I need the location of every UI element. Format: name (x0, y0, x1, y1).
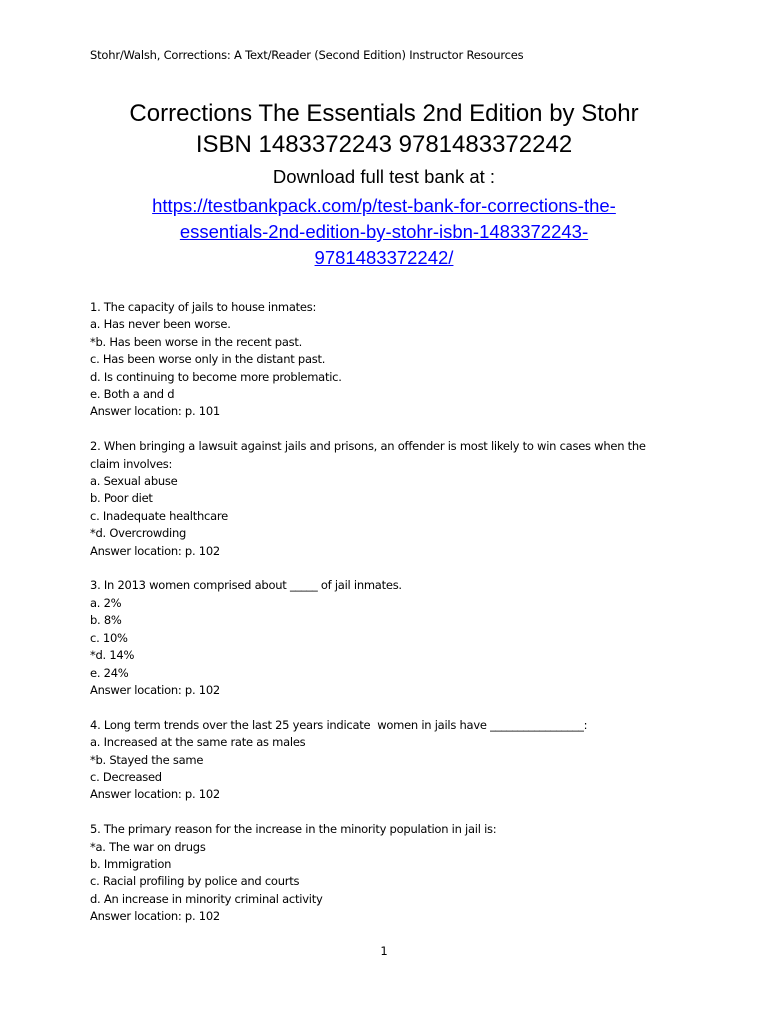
question-4 (90, 717, 690, 804)
answer-option: b. Immigration (90, 856, 172, 871)
document-title-line-1: Corrections The Essentials 2nd Edition by Stohr (129, 100, 639, 127)
question-5 (90, 821, 690, 925)
question-text: 5. The primary reason for the increase in the minority population in jail is: (90, 822, 497, 837)
answer-option: a. Increased at the same rate as males (90, 735, 306, 750)
answer-option: c. Inadequate healthcare (90, 508, 228, 523)
running-header: Stohr/Walsh, Corrections: A Text/Reader (Second Edition) Instructor Resources (90, 48, 524, 62)
answer-option: c. Decreased (90, 769, 162, 784)
question-list (90, 299, 690, 943)
answer-option: *d. 14% (90, 648, 135, 663)
answer-option: c. Racial profiling by police and courts (90, 874, 300, 889)
download-link-line-1[interactable]: https://testbankpack.com/p/test-bank-for-corrections-the- (152, 195, 616, 216)
answer-option: *a. The war on drugs (90, 839, 206, 854)
answer-option: a. Has never been worse. (90, 317, 231, 332)
answer-location: Answer location: p. 102 (90, 543, 220, 558)
answer-option: *b. Stayed the same (90, 752, 204, 767)
download-link-line-3[interactable]: 9781483372242/ (314, 247, 454, 268)
answer-location: Answer location: p. 102 (90, 682, 220, 697)
answer-location: Answer location: p. 101 (90, 404, 220, 419)
answer-option: d. An increase in minority criminal activity (90, 891, 323, 906)
answer-option: a. Sexual abuse (90, 474, 178, 489)
answer-option: c. 10% (90, 630, 128, 645)
document-title-line-2: ISBN 1483372243 9781483372242 (195, 131, 573, 158)
question-text: 1. The capacity of jails to house inmates: (90, 300, 317, 314)
question-text: 4. Long term trends over the last 25 years indicate women in jails have _________________: (90, 717, 588, 732)
question-1 (90, 299, 690, 421)
answer-option: b. 8% (90, 613, 122, 628)
answer-option: a. 2% (90, 595, 122, 610)
download-label: Download full test bank at : (272, 166, 496, 187)
page-number: 1 (380, 944, 388, 958)
title-block (0, 98, 768, 271)
question-text: 2. When bringing a lawsuit against jails and prisons, an offender is most likely to win cases when the (90, 439, 646, 454)
answer-option: *d. Overcrowding (90, 526, 187, 541)
question-2 (90, 438, 690, 560)
answer-option: e. 24% (90, 665, 129, 680)
answer-option: b. Poor diet (90, 491, 153, 506)
answer-option: c. Has been worse only in the distant past. (90, 352, 326, 367)
answer-location: Answer location: p. 102 (90, 787, 220, 802)
answer-location: Answer location: p. 102 (90, 909, 220, 924)
question-text: claim involves: (90, 456, 173, 471)
answer-option: d. Is continuing to become more problematic. (90, 369, 342, 384)
question-3 (90, 577, 690, 699)
download-link-line-2[interactable]: essentials-2nd-edition-by-stohr-isbn-1483372243- (179, 221, 589, 242)
answer-option: *b. Has been worse in the recent past. (90, 334, 303, 349)
answer-option: e. Both a and d (90, 387, 175, 402)
download-link[interactable] (0, 193, 768, 271)
question-text: 3. In 2013 women comprised about _____ of jail inmates. (90, 578, 402, 593)
